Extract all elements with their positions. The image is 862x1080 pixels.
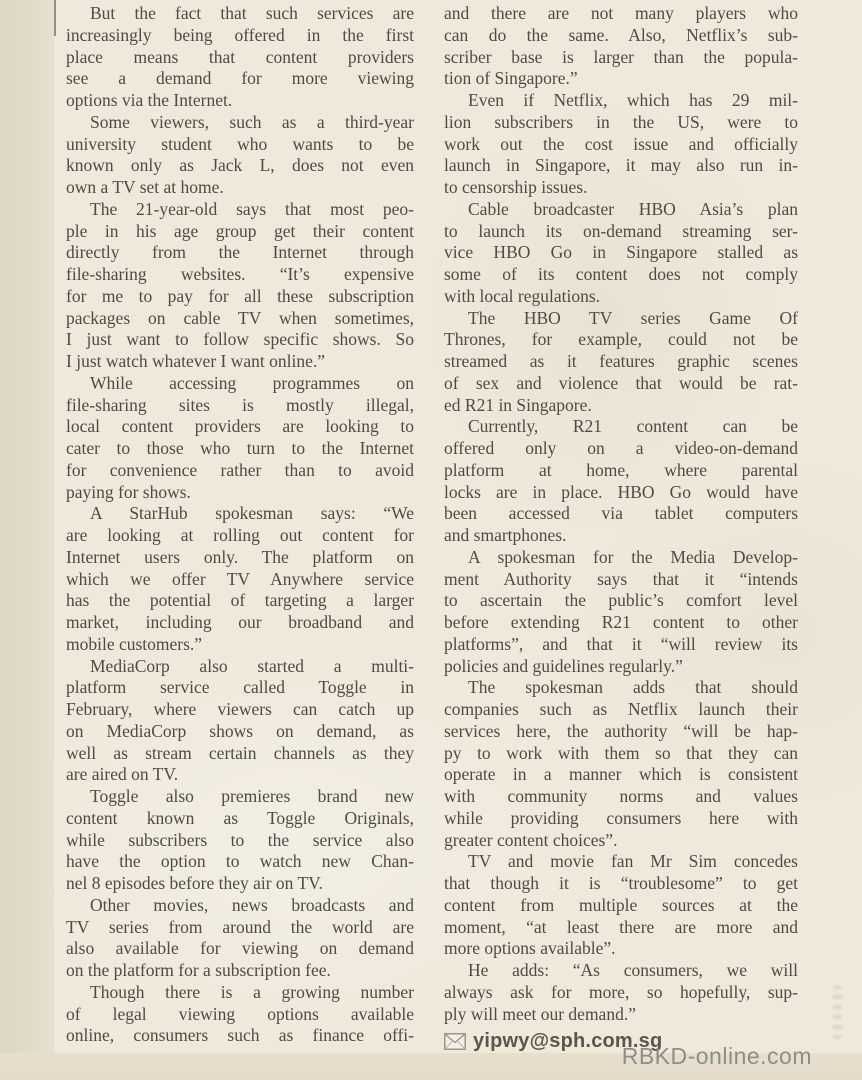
- watermark-text: RBKD-online.com: [621, 1043, 812, 1069]
- article-line: Even if Netflix, which has 29 mil-: [468, 90, 798, 110]
- article-line: TV series from around the world are: [66, 916, 414, 937]
- article-line: increasingly being offered in the first: [66, 24, 414, 45]
- article-line: options via the Internet.: [66, 90, 233, 110]
- article-line: streamed as it features graphic scenes: [444, 351, 798, 371]
- article-column-right: [444, 3, 798, 1054]
- article-line: He adds: “As consumers, we will: [468, 960, 798, 980]
- article-line: to censorship issues.: [444, 177, 588, 197]
- article-line: py to work with them so that they can: [444, 742, 798, 763]
- article-line: launch in Singapore, it may also run in-: [444, 155, 798, 176]
- article-line: The HBO TV series Game Of: [468, 307, 798, 328]
- article-line: of legal viewing options available: [66, 1003, 414, 1024]
- article-line: for me to pay for all these subscription: [66, 285, 414, 306]
- article-line: for convenience rather than to avoid: [66, 459, 414, 480]
- article-line: also available for viewing on demand: [66, 938, 414, 959]
- article-line: tion of Singapore.”: [444, 68, 578, 89]
- article-line: more options available”.: [444, 938, 616, 959]
- article-line: some of its content does not comply: [444, 264, 798, 284]
- article-line: with local regulations.: [444, 285, 601, 306]
- article-line: Currently, R21 content can be: [468, 416, 798, 437]
- article-line: on MediaCorp shows on demand, as: [66, 720, 414, 741]
- article-line: been accessed via tablet computers: [444, 503, 798, 524]
- article-line: policies and guidelines regularly.”: [444, 655, 683, 676]
- article-line: Some viewers, such as a third-year: [90, 111, 414, 132]
- article-line: cater to those who turn to the Internet: [66, 438, 414, 458]
- article-line: packages on cable TV when sometimes,: [66, 307, 414, 328]
- article-line: file-sharing sites is mostly illegal,: [66, 394, 414, 415]
- article-line: which we offer TV Anywhere service: [66, 568, 414, 589]
- article-line: I just want to follow specific shows. So: [66, 329, 414, 350]
- article-line: content known as Toggle Originals,: [66, 807, 414, 828]
- article-line: and smartphones.: [444, 525, 567, 545]
- envelope-icon: [444, 1033, 466, 1050]
- article-line: with community norms and values: [444, 786, 798, 806]
- article-line: online, consumers such as finance offi-: [66, 1025, 414, 1046]
- article-line: place means that content providers: [66, 46, 414, 67]
- article-line: ed R21 in Singapore.: [444, 394, 592, 415]
- article-line: market, including our broadband and: [66, 612, 414, 632]
- article-line: While accessing programmes on: [90, 372, 414, 393]
- article-line: greater content choices”.: [444, 829, 618, 850]
- article-line: to ascertain the public’s comfort level: [444, 590, 798, 611]
- article-line: own a TV set at home.: [66, 177, 224, 197]
- article-line: on the platform for a subscription fee.: [66, 960, 331, 980]
- article-line: has the potential of targeting a larger: [66, 590, 414, 611]
- article-line: local content providers are looking to: [66, 416, 414, 437]
- scan-edge-mark: [54, 0, 56, 36]
- article-line: I just watch whatever I want online.”: [66, 351, 326, 371]
- article-line: nel 8 episodes before they air on TV.: [66, 873, 323, 893]
- article-line: offered only on a video-on-demand: [444, 438, 798, 458]
- article-line: companies such as Netflix launch their: [444, 699, 798, 719]
- article-line: Internet users only. The platform on: [66, 546, 414, 567]
- article-line: February, where viewers can catch up: [66, 699, 414, 719]
- article-line: can do the same. Also, Netflix’s sub-: [444, 24, 798, 45]
- article-line: scriber base is larger than the popula-: [444, 46, 798, 67]
- article-line: directly from the Internet through: [66, 242, 414, 263]
- article-line: TV and movie fan Mr Sim concedes: [468, 851, 798, 872]
- article-line: have the option to watch new Chan-: [66, 851, 414, 872]
- article-line: The spokesman adds that should: [468, 677, 798, 698]
- article-line: known only as Jack L, does not even: [66, 155, 414, 176]
- article-line: services here, the authority “will be hap-: [444, 720, 798, 741]
- article-line: to launch its on-demand streaming ser-: [444, 220, 798, 241]
- article-line: Cable broadcaster HBO Asia’s plan: [468, 198, 798, 219]
- article-line: platforms”, and that it “will review its: [444, 633, 798, 654]
- article-line: while providing consumers here with: [444, 807, 798, 828]
- article-line: always ask for more, so hopefully, sup-: [444, 981, 798, 1002]
- byline-email: yipwy@sph.com.sg: [473, 1029, 663, 1052]
- article-column-right-lines: [444, 3, 798, 1025]
- article-line: ment Authority says that it “intends: [444, 568, 798, 589]
- article-line: that though it is “troublesome” to get: [444, 873, 798, 893]
- article-line: moment, “at least there are more and: [444, 916, 798, 937]
- article-line: ply will meet our demand.”: [444, 1003, 636, 1024]
- article-line: lion subscribers in the US, were to: [444, 111, 798, 132]
- scan-smudge: [833, 985, 842, 1040]
- article-line: of sex and violence that would be rat-: [444, 372, 798, 393]
- article-columns: [66, 3, 798, 1054]
- article-line: A spokesman for the Media Develop-: [468, 546, 798, 567]
- article-line: Thrones, for example, could not be: [444, 329, 798, 350]
- article-line: well as stream certain channels as they: [66, 742, 414, 763]
- article-line: and there are not many players who: [444, 3, 798, 23]
- article-line: Though there is a growing number: [90, 981, 414, 1002]
- article-line: work out the cost issue and officially: [444, 133, 798, 154]
- article-line: operate in a manner which is consistent: [444, 764, 798, 785]
- article-line: mobile customers.”: [66, 633, 203, 654]
- article-line: The 21-year-old says that most peo-: [90, 198, 414, 219]
- article-line: A StarHub spokesman says: “We: [90, 503, 414, 524]
- article-line: platform at home, where parental: [444, 459, 798, 480]
- article-line: platform service called Toggle in: [66, 677, 414, 698]
- article-line: ple in his age group get their content: [66, 220, 414, 241]
- article-line: Other movies, news broadcasts and: [90, 894, 414, 915]
- article-column-left: [66, 3, 414, 1054]
- article-line: Toggle also premieres brand new: [90, 786, 414, 806]
- article-line: are aired on TV.: [66, 764, 179, 785]
- article-line: university student who wants to be: [66, 133, 414, 154]
- article-line: locks are in place. HBO Go would have: [444, 481, 798, 502]
- article-line: file-sharing websites. “It’s expensive: [66, 264, 414, 284]
- article-line: vice HBO Go in Singapore stalled as: [444, 242, 798, 263]
- article-line: MediaCorp also started a multi-: [90, 655, 414, 676]
- article-line: But the fact that such services are: [90, 3, 414, 23]
- article-line: before extending R21 content to other: [444, 612, 798, 632]
- scan-left-margin: [0, 0, 54, 1080]
- article-line: are looking at rolling out content for: [66, 525, 414, 545]
- article-line: content from multiple sources at the: [444, 894, 798, 915]
- article-line: while subscribers to the service also: [66, 829, 414, 850]
- article-line: see a demand for more viewing: [66, 68, 414, 89]
- article-line: paying for shows.: [66, 481, 191, 502]
